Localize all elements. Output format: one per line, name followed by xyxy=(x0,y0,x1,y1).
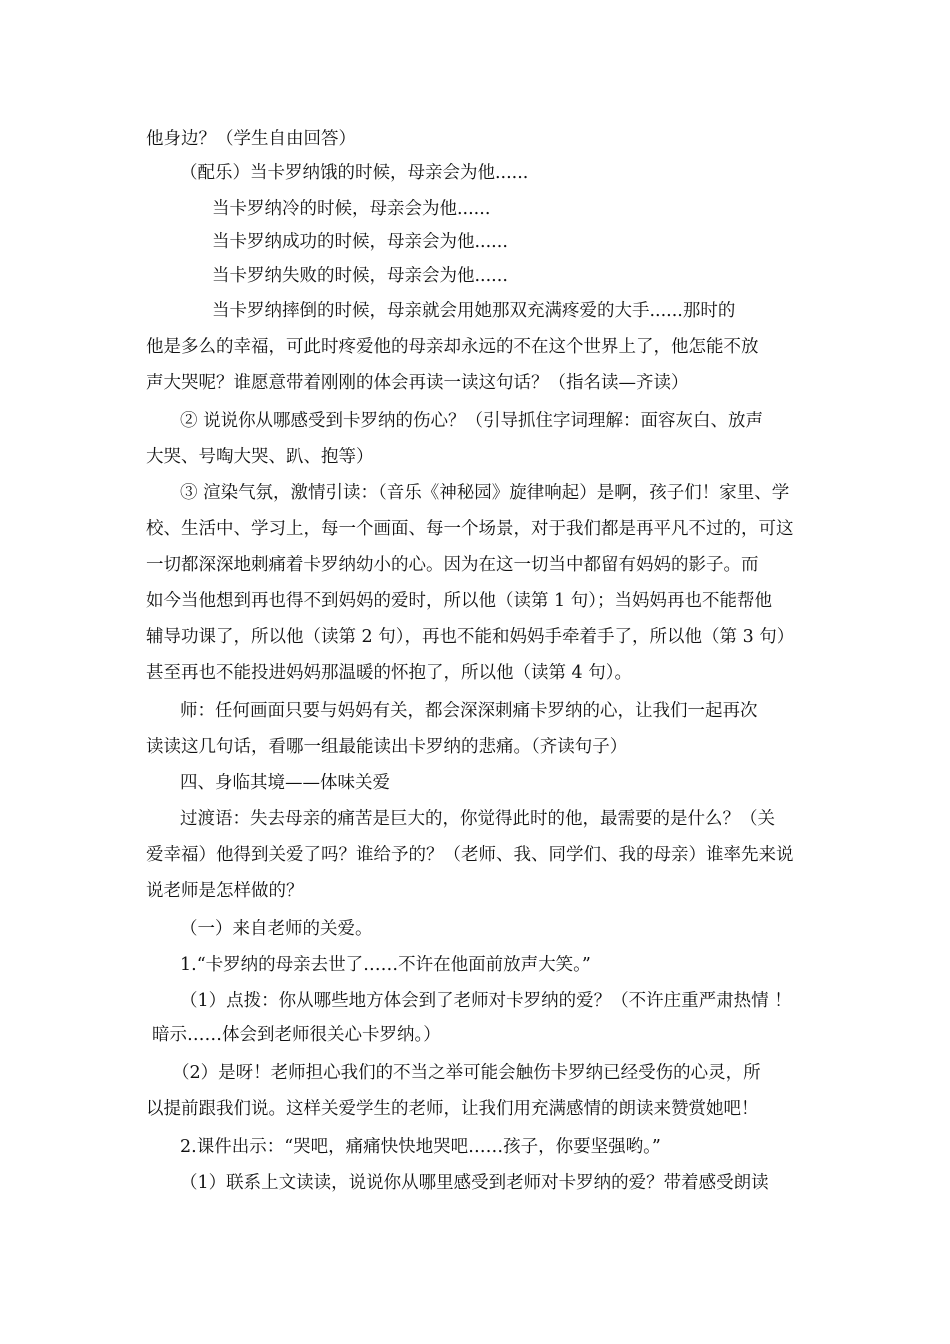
text-line: （1）点拨：你从哪些地方体会到了老师对卡罗纳的爱？（不许庄重严肃热情 ！ xyxy=(180,991,792,1011)
text-line: 声大哭呢？谁愿意带着刚刚的体会再读一读这句话？（指名读—齐读） xyxy=(146,373,689,393)
text-line: （1）联系上文读读，说说你从哪里感受到老师对卡罗纳的爱？带着感受朗读 xyxy=(180,1173,769,1193)
text-line: 读读这几句话，看哪一组最能读出卡罗纳的悲痛。（齐读句子） xyxy=(146,737,628,757)
text-line: 2.课件出示：“哭吧，痛痛快快地哭吧……孩子，你要坚强哟。” xyxy=(180,1137,661,1157)
text-line: 他是多么的幸福，可此时疼爱他的母亲却永远的不在这个世界上了，他怎能不放 xyxy=(146,337,759,357)
text-line: 过渡语：失去母亲的痛苦是巨大的，你觉得此时的他，最需要的是什么？（关 xyxy=(180,809,775,829)
text-line: 甚至再也不能投进妈妈那温暖的怀抱了，所以他（读第 4 句）。 xyxy=(146,663,633,683)
text-line: 辅导功课了，所以他（读第 2 句），再也不能和妈妈手牵着手了，所以他（第 3 句） xyxy=(146,627,795,647)
text-line: 校、生活中、学习上，每一个画面、每一个场景，对于我们都是再平凡不过的，可这 xyxy=(146,519,794,539)
text-line: 当卡罗纳摔倒的时候，母亲就会用她那双充满疼爱的大手......那时的 xyxy=(212,301,736,321)
text-line: ② 说说你从哪感受到卡罗纳的伤心？（引导抓住字词理解：面容灰白、放声 xyxy=(180,411,764,431)
text-line: 以提前跟我们说。这样关爱学生的老师，让我们用充满感情的朗读来赞赏她吧！ xyxy=(146,1099,759,1119)
text-line: 当卡罗纳成功的时候，母亲会为他...... xyxy=(212,232,508,252)
text-line: 暗示……体会到老师很关心卡罗纳。） xyxy=(152,1025,441,1045)
text-line: 爱幸福）他得到关爱了吗？谁给予的？（老师、我、同学们、我的母亲）谁率先来说 xyxy=(146,845,794,865)
text-line: （2）是呀！老师担心我们的不当之举可能会触伤卡罗纳已经受伤的心灵，所 xyxy=(172,1063,761,1083)
text-line: ③ 渲染气氛，激情引读：（音乐《神秘园》旋律响起）是啊，孩子们！家里、学 xyxy=(180,483,790,503)
text-line: 他身边？（学生自由回答） xyxy=(146,129,356,149)
text-line: （配乐）当卡罗纳饿的时候，母亲会为他...... xyxy=(180,163,529,183)
text-line: 师：任何画面只要与妈妈有关，都会深深刺痛卡罗纳的心，让我们一起再次 xyxy=(180,701,758,721)
subsection-heading: （一）来自老师的关爱。 xyxy=(180,919,373,939)
text-line: 如今当他想到再也得不到妈妈的爱时，所以他（读第 1 句）；当妈妈再也不能帮他 xyxy=(146,591,773,611)
text-line: 大哭、号啕大哭、趴、抱等） xyxy=(146,447,374,467)
text-line: 当卡罗纳失败的时候，母亲会为他...... xyxy=(212,266,508,286)
text-line: 说老师是怎样做的？ xyxy=(146,881,304,901)
text-line: 当卡罗纳冷的时候，母亲会为他...... xyxy=(212,199,491,219)
section-heading: 四、身临其境——体味关爱 xyxy=(180,773,390,793)
text-line: 一切都深深地刺痛着卡罗纳幼小的心。因为在这一切当中都留有妈妈的影子。而 xyxy=(146,555,759,575)
text-line: 1.“卡罗纳的母亲去世了……不许在他面前放声大笑。” xyxy=(180,955,591,975)
